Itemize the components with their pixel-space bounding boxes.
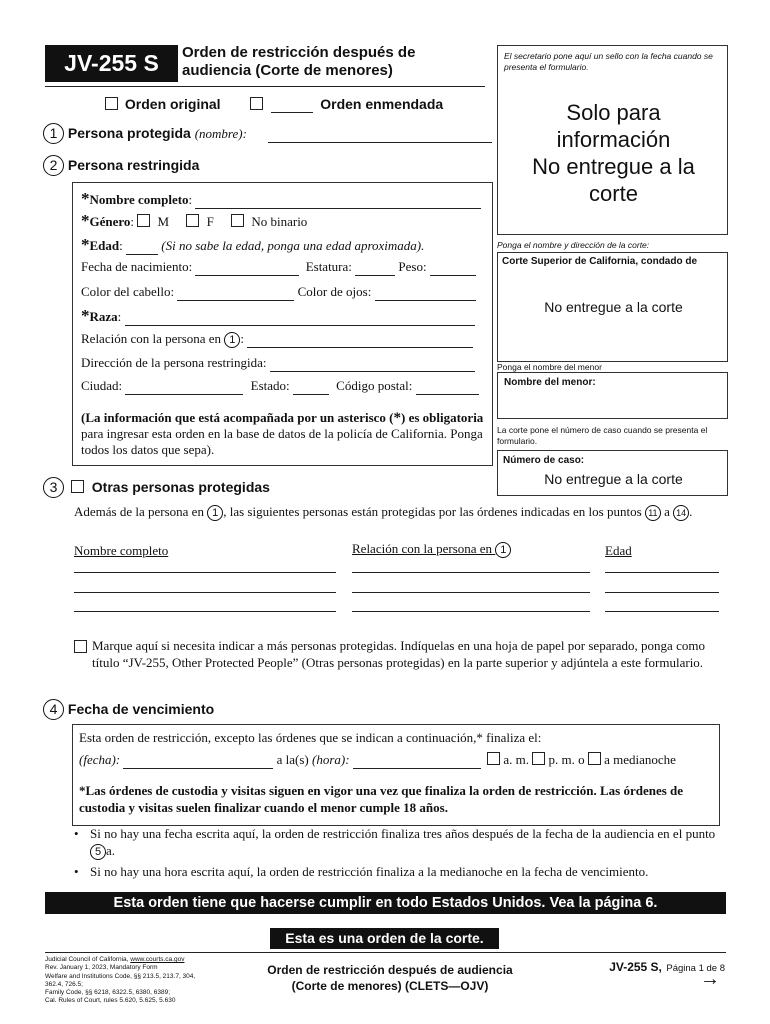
eyes-field[interactable] bbox=[375, 284, 476, 301]
am-checkbox[interactable] bbox=[487, 752, 500, 765]
footer-wic: Welfare and Institutions Code, §§ 213.5, 213.7, 304, bbox=[45, 972, 196, 980]
gender-nonbinary-label: No binario bbox=[251, 214, 308, 229]
zip-field[interactable] bbox=[416, 378, 479, 395]
title-line-2: audiencia (Corte de menores) bbox=[182, 62, 393, 79]
protected-person-name-field[interactable] bbox=[268, 142, 492, 143]
col-relation-label: Relación con la persona en bbox=[352, 541, 493, 556]
info-line-3: No entregue a la bbox=[532, 154, 695, 179]
footer-form-id: JV-255 S, bbox=[609, 960, 662, 974]
hair-label: Color del cabello: bbox=[81, 284, 175, 299]
case-note: La corte pone el número de caso cuando se presenta el formulario. bbox=[497, 425, 708, 446]
midnight-label: a medianoche bbox=[604, 752, 676, 767]
col-age-header: Edad bbox=[605, 543, 632, 558]
age-hint: (Si no sabe la edad, ponga una edad aproximada). bbox=[161, 238, 425, 253]
intro-a: Además de la persona en bbox=[74, 504, 204, 519]
expiration-date-field[interactable] bbox=[123, 752, 273, 769]
footer-page-number: Página 1 de 8 bbox=[666, 963, 725, 974]
other-age-field-2[interactable] bbox=[605, 592, 719, 593]
amended-order-checkbox[interactable] bbox=[250, 97, 263, 110]
other-relation-field-2[interactable] bbox=[352, 592, 590, 593]
at-label: a la(s) bbox=[276, 752, 309, 767]
relation-field[interactable] bbox=[247, 331, 473, 348]
expiration-time-field[interactable] bbox=[353, 752, 481, 769]
court-box[interactable] bbox=[497, 252, 728, 362]
eyes-label: Color de ojos: bbox=[297, 284, 372, 299]
am-label: a. m. bbox=[503, 752, 529, 767]
hair-row bbox=[81, 284, 476, 301]
other-relation-field-3[interactable] bbox=[352, 611, 590, 612]
footer-rev: Rev. January 1, 2023, Mandatory Form bbox=[45, 964, 158, 972]
expiration-line-1: Esta orden de restricción, excepto las órdenes que se indican a continuación,* finaliza el: bbox=[79, 730, 542, 745]
time-label: (hora): bbox=[312, 752, 350, 767]
midnight-checkbox[interactable] bbox=[588, 752, 601, 765]
section-1-hint: (nombre): bbox=[194, 126, 247, 141]
next-page-arrow-icon[interactable]: → bbox=[700, 968, 720, 990]
hair-field[interactable] bbox=[177, 284, 294, 301]
gender-m-label: M bbox=[157, 214, 170, 229]
minor-label: Ponga el nombre del menor bbox=[497, 362, 602, 372]
dob-field[interactable] bbox=[195, 259, 299, 276]
section-3-number: 3 bbox=[43, 477, 64, 498]
zip-label: Código postal: bbox=[336, 378, 413, 393]
restrained-name-field[interactable] bbox=[195, 192, 481, 209]
ref-1: 1 bbox=[207, 505, 223, 521]
city-label: Ciudad: bbox=[81, 378, 123, 393]
case-number-box[interactable] bbox=[497, 450, 728, 496]
other-age-field-1[interactable] bbox=[605, 572, 719, 573]
name-label: Nombre completo bbox=[89, 192, 189, 207]
section-1-number: 1 bbox=[43, 123, 64, 144]
clerk-stamp-note: El secretario pone aquí un sello con la fecha cuando se presenta el formulario. bbox=[504, 51, 713, 72]
note-bold-1: (La información que está acompañada por un asterisco ( bbox=[81, 410, 394, 425]
bullet-2: • Si no hay una hora escrita aquí, la orden de restricción finaliza a la medianoche en la fecha de vencimiento. bbox=[74, 864, 722, 880]
gender-f-label: F bbox=[206, 214, 214, 229]
gender-f-checkbox[interactable] bbox=[186, 214, 199, 227]
other-relation-field-1[interactable] bbox=[352, 572, 590, 573]
race-field[interactable] bbox=[125, 309, 475, 326]
info-only-notice bbox=[498, 99, 729, 207]
ref-11: 11 bbox=[645, 505, 661, 521]
court-label: Ponga el nombre y dirección de la corte: bbox=[497, 240, 650, 250]
custody-note: *Las órdenes de custodia y visitas siguen en vigor una vez que finaliza la orden de restricción. Las órdenes de custodia y visitas suelen finalizar cuando el menor cumple 18 años. bbox=[79, 783, 684, 815]
relation-label: Relación con la persona en bbox=[81, 331, 222, 346]
date-label: (fecha): bbox=[79, 752, 121, 767]
other-name-field-2[interactable] bbox=[74, 592, 336, 593]
height-field[interactable] bbox=[355, 259, 395, 276]
other-name-field-1[interactable] bbox=[74, 572, 336, 573]
restrained-name-row: *Nombre completo: bbox=[81, 189, 489, 209]
footer-title-2: (Corte de menores) (CLETS—OJV) bbox=[291, 979, 489, 993]
court-order-banner: Esta es una orden de la corte. bbox=[270, 928, 499, 949]
clerk-stamp-box bbox=[497, 45, 728, 235]
minor-name-box[interactable] bbox=[497, 372, 728, 419]
bullet-1-end: a. bbox=[106, 843, 116, 858]
section-2-number: 2 bbox=[43, 155, 64, 176]
court-name-label: Corte Superior de California, condado de bbox=[502, 256, 698, 267]
address-field[interactable] bbox=[270, 355, 475, 372]
bullet-1: • Si no hay una fecha escrita aquí, la orden de restricción finaliza tres años después de la fecha de la audiencia en el punto 5 a. bbox=[74, 826, 716, 858]
form-title bbox=[182, 44, 415, 80]
header-rule bbox=[45, 86, 485, 87]
case-number-label: Número de caso: bbox=[503, 455, 585, 466]
section-2 bbox=[43, 155, 199, 176]
asterisk-note bbox=[81, 410, 486, 458]
weight-label: Peso: bbox=[398, 259, 427, 274]
note-rest: para ingresar esta orden en la base de datos de la policía de California. Ponga todos los datos que sepa). bbox=[81, 426, 483, 457]
weight-field[interactable] bbox=[430, 259, 476, 276]
pm-checkbox[interactable] bbox=[532, 752, 545, 765]
gender-m-checkbox[interactable] bbox=[137, 214, 150, 227]
asterisk: * bbox=[81, 189, 90, 208]
col-name-header: Nombre completo bbox=[74, 543, 169, 558]
footer-title bbox=[225, 962, 555, 994]
pm-label: p. m. bbox=[548, 752, 575, 767]
footer-legal bbox=[45, 956, 195, 1006]
race-label: Raza bbox=[89, 309, 118, 324]
minor-name-label: Nombre del menor: bbox=[504, 377, 596, 388]
other-name-field-3[interactable] bbox=[74, 611, 336, 612]
asterisk: * bbox=[81, 306, 90, 325]
section-4 bbox=[43, 699, 214, 720]
court-name-value: No entregue a la corte bbox=[544, 299, 683, 315]
section-4-number: 4 bbox=[43, 699, 64, 720]
ref-1: 1 bbox=[224, 332, 240, 348]
amended-order-number-field[interactable] bbox=[271, 96, 313, 113]
info-line-2: información bbox=[556, 127, 671, 152]
section-1 bbox=[43, 123, 247, 144]
ref-14: 14 bbox=[673, 505, 689, 521]
gender-nonbinary-checkbox[interactable] bbox=[231, 214, 244, 227]
section-3-label: Otras personas protegidas bbox=[91, 479, 270, 495]
ref-1: 1 bbox=[495, 542, 511, 558]
height-label: Estatura: bbox=[305, 259, 352, 274]
asterisk: * bbox=[81, 235, 90, 254]
footer-council: Judicial Council of California, bbox=[45, 956, 131, 963]
dob-row bbox=[81, 259, 476, 276]
race-row: *Raza: bbox=[81, 306, 475, 326]
more-persons-checkbox[interactable] bbox=[74, 640, 87, 653]
amended-order-label: Orden enmendada bbox=[320, 96, 444, 112]
dob-label: Fecha de nacimiento: bbox=[81, 259, 193, 274]
city-field[interactable] bbox=[125, 378, 243, 395]
address-row bbox=[81, 355, 475, 372]
other-protected-checkbox[interactable] bbox=[71, 480, 84, 493]
gender-row: *Género: M F No binario bbox=[81, 211, 308, 230]
original-order-checkbox[interactable] bbox=[105, 97, 118, 110]
asterisk: * bbox=[81, 211, 90, 230]
section-2-label: Persona restringida bbox=[67, 157, 200, 173]
footer-title-1: Orden de restricción después de audiencia bbox=[267, 963, 513, 977]
footer-rule bbox=[45, 952, 726, 953]
section-3-intro: Además de la persona en 1 , las siguientes personas están protegidas por las órdenes indicadas en los puntos 11 a 14 . bbox=[74, 504, 693, 519]
info-line-4: corte bbox=[589, 181, 638, 206]
age-row: *Edad: (Si no sabe la edad, ponga una edad aproximada). bbox=[81, 235, 425, 254]
footer-rules: Cal. Rules of Court, rules 5.620, 5.625, 5.630 bbox=[45, 997, 176, 1005]
section-1-label: Persona protegida bbox=[67, 125, 191, 141]
age-label: Edad bbox=[89, 238, 120, 253]
intro-b: , las siguientes personas están protegidas por las órdenes indicadas en los puntos bbox=[223, 504, 642, 519]
city-row bbox=[81, 378, 479, 395]
more-persons-text: Marque aquí si necesita indicar a más personas protegidas. Indíquelas en una hoja de papel por separado, ponga como título “JV-255, Other Protected People” (Otras personas protegidas) en la parte superior y adjúntela a este formulario. bbox=[92, 638, 705, 670]
footer-link[interactable]: www.courts.ca.gov bbox=[130, 956, 185, 963]
section-3 bbox=[43, 477, 270, 498]
original-order-label: Orden original bbox=[124, 96, 221, 112]
gender-label: Género bbox=[89, 214, 131, 229]
footer-family-code: Family Code, §§ 6218, 6322.5, 6380, 6389; bbox=[45, 989, 171, 997]
enforcement-banner: Esta orden tiene que hacerse cumplir en todo Estados Unidos. Vea la página 6. bbox=[45, 892, 726, 914]
address-label: Dirección de la persona restringida: bbox=[81, 355, 267, 370]
more-persons-row bbox=[74, 637, 722, 671]
or-label: o bbox=[578, 752, 585, 767]
bullet-2-text: Si no hay una hora escrita aquí, la orden de restricción finaliza a la medianoche en la fecha de vencimiento. bbox=[90, 864, 649, 879]
state-field[interactable] bbox=[293, 378, 329, 395]
note-bold-2: ) es obligatoria bbox=[400, 410, 484, 425]
section-4-label: Fecha de vencimiento bbox=[67, 701, 215, 717]
title-line-1: Orden de restricción después de bbox=[182, 44, 416, 61]
expiration-date-row bbox=[79, 752, 676, 769]
intro-c: a bbox=[664, 504, 670, 519]
order-type-row bbox=[105, 96, 443, 113]
other-age-field-3[interactable] bbox=[605, 611, 719, 612]
state-label: Estado: bbox=[250, 378, 290, 393]
form-id-badge: JV-255 S bbox=[45, 45, 178, 82]
case-number-value: No entregue a la corte bbox=[544, 471, 683, 487]
age-field[interactable] bbox=[126, 238, 158, 255]
ref-5: 5 bbox=[90, 844, 106, 860]
asterisk: * bbox=[393, 410, 401, 426]
bullet-1-text: Si no hay una fecha escrita aquí, la orden de restricción finaliza tres años después de la fecha de la audiencia en el punto bbox=[90, 826, 716, 841]
footer-wic-2: 362.4, 726.5; bbox=[45, 980, 83, 988]
col-relation-header bbox=[352, 541, 511, 558]
relation-row: Relación con la persona en 1 : bbox=[81, 331, 473, 348]
info-line-1: Solo para bbox=[566, 100, 661, 125]
